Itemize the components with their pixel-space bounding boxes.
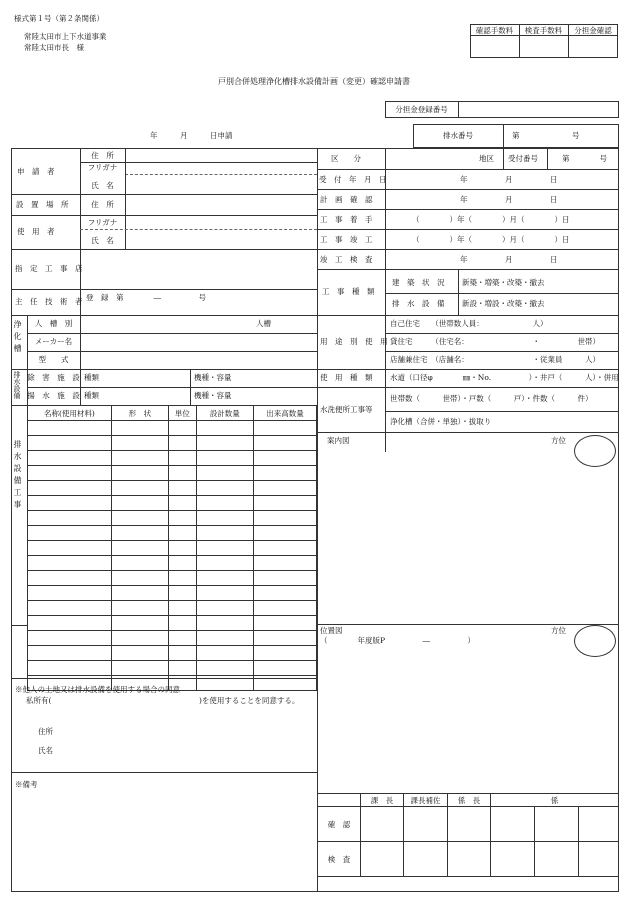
drain-equipment-label: 排 水 設 備 (392, 299, 445, 308)
reception-number-label: 受付番号 (508, 154, 538, 163)
works-header-row (28, 406, 317, 421)
building-status-label: 建 築 状 況 (392, 278, 445, 287)
works-row (28, 436, 317, 451)
consent-title: ※他人の土地又は排水設備を使用する場合の同意 (15, 685, 180, 694)
stamp-cell[interactable] (579, 842, 619, 877)
consent-text: )を使用することを同意する。 (199, 696, 300, 705)
approval-confirm-row (318, 807, 619, 842)
works-cell[interactable] (196, 571, 253, 586)
form-number: 様式第１号（第２条関係） (14, 14, 104, 23)
works-cell[interactable] (196, 661, 253, 676)
works-cell[interactable] (28, 586, 112, 601)
stamp-cell[interactable] (361, 842, 404, 877)
remarks-label: ※備考 (15, 780, 38, 789)
works-row (28, 526, 317, 541)
applicant-name-label: 氏 名 (91, 181, 114, 190)
works-table (27, 405, 317, 691)
work-finish-value[interactable]: （ ）年（ ）月（ ）日 (412, 235, 570, 244)
works-cell[interactable] (253, 601, 316, 616)
fee-confirm-header: 確認手数料 (475, 26, 514, 35)
applicant-address-label: 住 所 (91, 151, 114, 160)
works-cell[interactable] (28, 451, 112, 466)
works-cell[interactable] (196, 586, 253, 601)
works-cell[interactable] (253, 556, 316, 571)
user-furigana-input[interactable] (126, 216, 316, 228)
works-cell[interactable] (196, 421, 253, 436)
works-cell[interactable] (196, 436, 253, 451)
works-cell[interactable] (169, 541, 197, 556)
works-row (28, 631, 317, 646)
works-cell[interactable] (111, 646, 168, 661)
fee-confirm-stamp[interactable] (471, 36, 518, 57)
guide-map-orientation-label: 方位 (551, 436, 566, 445)
works-row (28, 601, 317, 616)
pump-facility-label: 揚 水 施 設 (27, 391, 80, 400)
form-title: 戸別合併処理浄化槽排水設備計画（変更）確認申請書 (218, 77, 410, 86)
burden-registration-label: 分担金登録番号 (395, 105, 448, 114)
works-cell[interactable] (196, 526, 253, 541)
usage-label: 用 途 別 使 用 (320, 337, 388, 346)
works-cell[interactable] (253, 541, 316, 556)
plan-confirm-value[interactable]: 年 月 日 (460, 195, 558, 204)
install-address-input[interactable] (126, 195, 316, 214)
works-cell[interactable] (111, 451, 168, 466)
works-cell[interactable] (253, 511, 316, 526)
works-cell[interactable] (196, 556, 253, 571)
received-date-label: 受 付 年 月 日 (319, 175, 387, 184)
works-row (28, 556, 317, 571)
stamp-cell[interactable] (404, 842, 448, 877)
works-cell[interactable] (169, 631, 197, 646)
applicant-furigana-input[interactable] (126, 163, 316, 173)
works-cell[interactable] (253, 586, 316, 601)
position-map-ref[interactable]: （ 年度版P ― ） (320, 636, 476, 645)
stamp-cell[interactable] (448, 842, 491, 877)
works-cell[interactable] (196, 451, 253, 466)
works-cell[interactable] (111, 601, 168, 616)
works-cell[interactable] (111, 616, 168, 631)
model-label: 型 式 (38, 355, 69, 364)
works-cell[interactable] (28, 661, 112, 676)
works-cell[interactable] (111, 511, 168, 526)
removal-kind-label: 種類 (84, 373, 99, 382)
works-cell[interactable] (169, 466, 197, 481)
works-row (28, 511, 317, 526)
consent-name-label: 氏名 (38, 746, 53, 755)
works-cell[interactable] (111, 526, 168, 541)
works-cell[interactable] (169, 586, 197, 601)
applicant-address-input[interactable] (126, 149, 316, 161)
works-cell[interactable] (28, 421, 112, 436)
received-date-value[interactable]: 年 月 日 (460, 175, 558, 184)
households-line[interactable]: 世帯数（ 世帯）・戸数（ 戸）・件数（ 件） (390, 394, 593, 403)
completion-inspection-value[interactable]: 年 月 日 (460, 255, 558, 264)
district-label: 区 分 (331, 154, 361, 163)
work-finish-label: 工 事 竣 工 (320, 235, 373, 244)
stamp-cell[interactable] (491, 842, 535, 877)
works-cell[interactable] (28, 496, 112, 511)
drain-equipment-vertical-label: 排水設備 (13, 371, 21, 399)
works-row (28, 541, 317, 556)
works-cell[interactable] (111, 421, 168, 436)
works-cell[interactable] (169, 601, 197, 616)
center-divider (317, 148, 318, 892)
works-cell[interactable] (111, 556, 168, 571)
works-vertical-label: 排水設備工事 (13, 440, 22, 512)
drain-number-label: 排水番号 (443, 131, 473, 140)
works-cell[interactable] (196, 646, 253, 661)
works-cell[interactable] (28, 481, 112, 496)
works-cell[interactable] (28, 526, 112, 541)
works-cell[interactable] (196, 481, 253, 496)
works-cell[interactable] (28, 541, 112, 556)
works-row (28, 496, 317, 511)
works-cell[interactable] (253, 466, 316, 481)
own-home-line[interactable]: 自己住宅 （世帯数人員： 人） (390, 319, 548, 328)
rental-line[interactable]: 貸住宅 （住宅名： ・ 世帯） (390, 337, 600, 346)
stamp-cell[interactable] (535, 842, 579, 877)
works-cell[interactable] (253, 421, 316, 436)
works-cell[interactable] (169, 421, 197, 436)
works-row (28, 571, 317, 586)
approval-table (317, 793, 619, 877)
works-cell[interactable] (253, 631, 316, 646)
pump-kind-label: 種類 (84, 391, 99, 400)
works-cell[interactable] (28, 616, 112, 631)
works-cell[interactable] (169, 661, 197, 676)
works-row (28, 451, 317, 466)
approval-confirm-label: 確 認 (318, 807, 361, 842)
consent-address-label: 住所 (38, 727, 53, 736)
works-cell[interactable] (111, 571, 168, 586)
application-date: 年 月 日申請 (150, 131, 233, 140)
works-cell[interactable] (28, 631, 112, 646)
applicant-name-input[interactable] (126, 175, 316, 193)
works-cell[interactable] (111, 661, 168, 676)
removal-model-label: 機種・容量 (194, 373, 232, 382)
works-row (28, 466, 317, 481)
works-cell[interactable] (196, 631, 253, 646)
works-header-shape: 形 状 (111, 406, 168, 421)
jokaso-vertical-label: 浄化槽 (13, 320, 22, 356)
consent-name-input[interactable] (62, 745, 302, 756)
works-cell[interactable] (111, 541, 168, 556)
plan-confirm-label: 計 画 確 認 (320, 195, 373, 204)
fee-inspect-stamp[interactable] (520, 36, 567, 57)
works-cell[interactable] (28, 466, 112, 481)
flush-toilet-label: 水洗便所工事等 (320, 405, 373, 414)
works-cell[interactable] (28, 646, 112, 661)
works-header-name: 名称(使用材料) (28, 406, 112, 421)
works-header-design-qty: 設計数量 (196, 406, 253, 421)
works-cell[interactable] (169, 511, 197, 526)
works-header-unit: 単位 (169, 406, 197, 421)
works-cell[interactable] (28, 571, 112, 586)
works-cell[interactable] (111, 436, 168, 451)
works-cell[interactable] (196, 616, 253, 631)
water-line[interactable]: 水道（口径φ ㎜・No. ）・井戸（ 人）・併用 (390, 373, 619, 382)
use-type-label: 使 用 種 類 (320, 373, 373, 382)
works-cell[interactable] (169, 571, 197, 586)
stamp-cell[interactable] (579, 807, 619, 842)
works-cell[interactable] (169, 436, 197, 451)
works-cell[interactable] (28, 511, 112, 526)
contractor-input[interactable] (81, 250, 316, 288)
stamp-cell[interactable] (404, 807, 448, 842)
stamp-cell[interactable] (491, 807, 535, 842)
fee-burden-header: 分担金確認 (574, 26, 612, 35)
works-row (28, 616, 317, 631)
work-start-value[interactable]: （ ）年（ ）月（ ）日 (412, 215, 570, 224)
maker-label: メーカー名 (34, 337, 73, 346)
model-input[interactable] (81, 352, 316, 368)
fee-inspect-header: 検査手数料 (524, 26, 563, 35)
consent-owner: 私所有( (26, 696, 52, 705)
removal-facility-label: 除 害 施 設 (27, 373, 80, 382)
approval-header-section-chief: 課 長 (361, 794, 404, 807)
contractor-label: 指 定 工 事 店 (15, 264, 83, 273)
work-type-label: 工 事 種 類 (322, 287, 375, 296)
works-cell[interactable] (111, 466, 168, 481)
works-cell[interactable] (111, 496, 168, 511)
stamp-cell[interactable] (448, 807, 491, 842)
works-cell[interactable] (253, 496, 316, 511)
burden-registration-input[interactable] (459, 102, 618, 117)
works-cell[interactable] (196, 466, 253, 481)
remarks-input[interactable] (14, 792, 314, 888)
works-cell[interactable] (253, 571, 316, 586)
addressee-line1: 常陸太田市上下水道事業 (24, 32, 107, 41)
works-cell[interactable] (253, 646, 316, 661)
position-map-label: 位置図 (320, 626, 343, 635)
works-header-done-qty: 出来高数量 (253, 406, 316, 421)
chief-engineer-label: 主 任 技 術 者 (15, 297, 83, 306)
work-start-label: 工 事 着 手 (320, 215, 373, 224)
person-unit: 人槽 (256, 319, 271, 328)
position-map-area[interactable] (320, 660, 616, 790)
approval-inspect-label: 検 査 (318, 842, 361, 877)
works-row (28, 421, 317, 436)
consent-address-input[interactable] (62, 726, 302, 737)
consent-owner-input[interactable] (62, 695, 197, 706)
approval-header-subsection-chief: 係 長 (448, 794, 491, 807)
works-cell[interactable] (111, 481, 168, 496)
stamp-cell[interactable] (535, 807, 579, 842)
works-cell[interactable] (169, 451, 197, 466)
works-cell[interactable] (196, 541, 253, 556)
approval-inspect-row (318, 842, 619, 877)
guide-map-orientation-circle[interactable] (574, 435, 616, 467)
works-cell[interactable] (169, 496, 197, 511)
shop-line[interactable]: 店舗兼住宅 （店舗名： ・従業員 人） (390, 355, 600, 364)
user-furigana-label: フリガナ (87, 218, 118, 227)
drain-number-value[interactable]: 第 号 (512, 131, 580, 140)
position-map-orientation-circle[interactable] (574, 625, 616, 657)
person-type-label: 人 槽 別 (34, 319, 73, 328)
works-cell[interactable] (196, 511, 253, 526)
building-status-options[interactable]: 新築・増築・改築・撤去 (462, 278, 545, 287)
works-cell[interactable] (169, 526, 197, 541)
position-map-orientation-label: 方位 (551, 626, 566, 635)
works-cell[interactable] (28, 436, 112, 451)
works-cell[interactable] (28, 556, 112, 571)
works-cell[interactable] (169, 481, 197, 496)
user-name-input[interactable] (126, 230, 316, 248)
applicant-furigana-label: フリガナ (87, 163, 118, 172)
install-place-label: 設 置 場 所 (16, 200, 69, 209)
completion-inspection-label: 竣 工 検 査 (320, 255, 373, 264)
works-cell[interactable] (196, 496, 253, 511)
works-cell[interactable] (253, 451, 316, 466)
works-row (28, 646, 317, 661)
works-cell[interactable] (253, 526, 316, 541)
works-row (28, 586, 317, 601)
district-input[interactable] (386, 149, 476, 168)
install-address-label: 住 所 (91, 200, 114, 209)
works-cell[interactable] (169, 616, 197, 631)
guide-map-area[interactable] (320, 470, 616, 620)
works-cell[interactable] (253, 481, 316, 496)
approval-header-row (318, 794, 619, 807)
person-type-input[interactable] (81, 316, 251, 332)
addressee-line2: 常陸太田市長 様 (24, 43, 84, 52)
works-cell[interactable] (253, 661, 316, 676)
approval-header-assistant: 課長補佐 (404, 794, 448, 807)
drain-equipment-options[interactable]: 新設・増設・改築・撤去 (462, 299, 545, 308)
works-cell[interactable] (28, 601, 112, 616)
works-cell[interactable] (111, 586, 168, 601)
guide-map-label: 案内図 (327, 436, 350, 445)
registration-number[interactable]: 登 録 第 ― 号 (86, 293, 206, 302)
works-cell[interactable] (196, 601, 253, 616)
applicant-label: 申 請 者 (17, 167, 55, 176)
works-row (28, 481, 317, 496)
maker-input[interactable] (81, 334, 316, 350)
reception-number-value[interactable]: 第 号 (562, 154, 607, 163)
fee-burden-stamp[interactable] (569, 36, 617, 57)
pump-model-label: 機種・容量 (194, 391, 232, 400)
district-suffix: 地区 (479, 154, 494, 163)
user-name-label: 氏 名 (91, 236, 114, 245)
works-cell[interactable] (169, 646, 197, 661)
jokaso-removal-line[interactable]: 浄化槽（合併・単独）・拔取り (390, 417, 492, 426)
works-cell[interactable] (253, 616, 316, 631)
works-cell[interactable] (111, 631, 168, 646)
works-row (28, 661, 317, 676)
works-cell[interactable] (253, 436, 316, 451)
user-label: 使 用 者 (17, 227, 55, 236)
stamp-cell[interactable] (361, 807, 404, 842)
approval-header-staff: 係 (491, 794, 619, 807)
works-cell[interactable] (169, 556, 197, 571)
